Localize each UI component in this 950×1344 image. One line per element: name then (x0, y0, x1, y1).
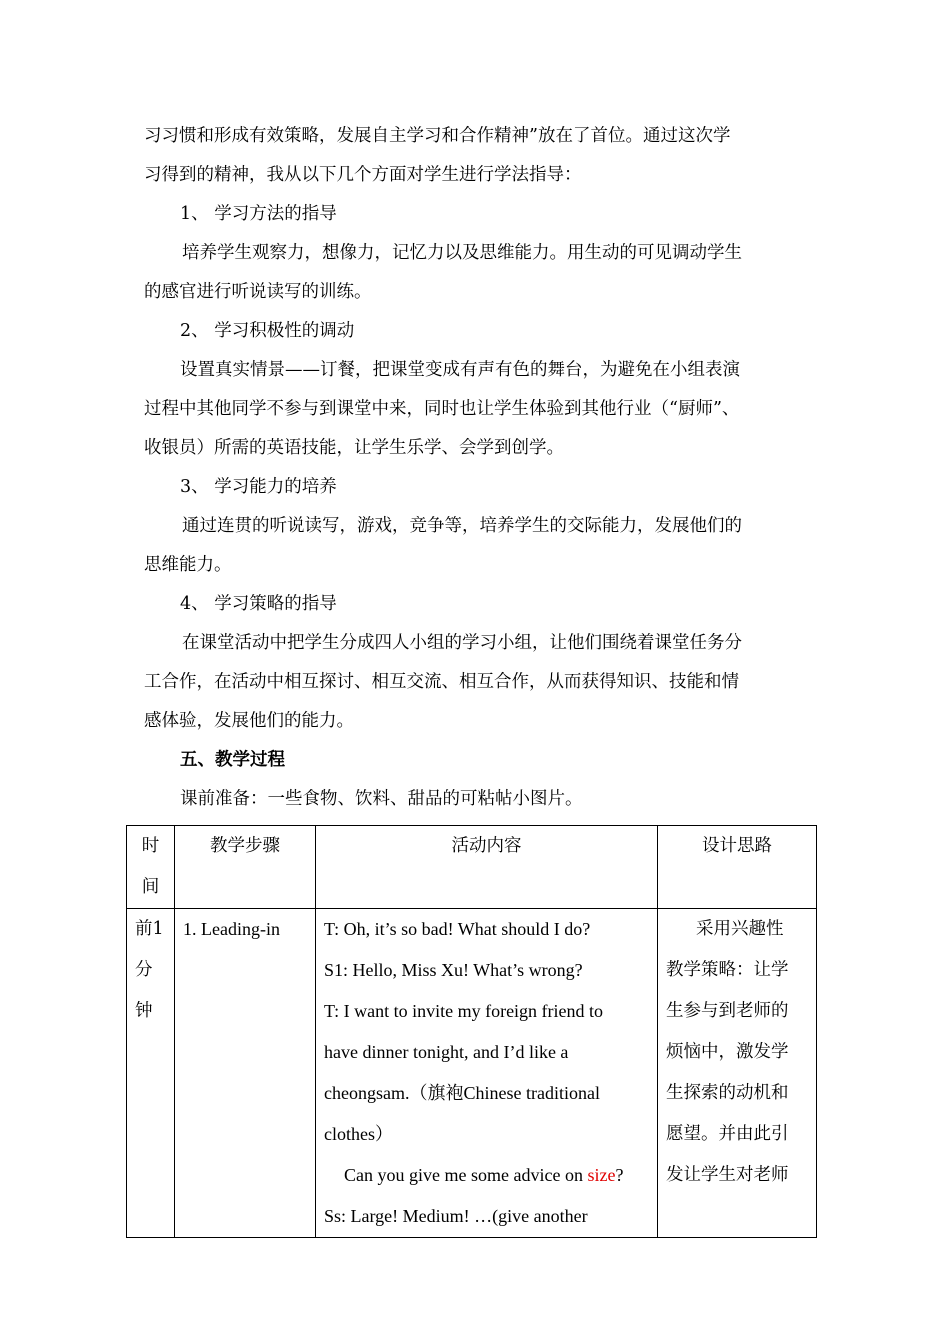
cell-design (658, 909, 817, 1238)
dialogue-line: T: I want to invite my foreign friend to (324, 1001, 604, 1021)
text-line: 设置真实情景——订餐，把课堂变成有声有色的舞台，为避免在小组表演 (180, 360, 740, 380)
design-line: 采用兴趣性 (696, 919, 784, 939)
header-time-line: 间 (141, 877, 160, 897)
step-label: 1. Leading-in (183, 919, 280, 939)
subheading-learning-method: 1、 学习方法的指导 (180, 204, 337, 224)
cell-time (127, 909, 175, 1238)
header-time-line: 时 (141, 836, 160, 856)
text-line: 的感官进行听说读写的训练。 (144, 282, 372, 302)
dialogue-text: Can you give me some advice on (344, 1165, 588, 1185)
time-line: 前1 (135, 919, 164, 939)
header-steps (175, 826, 316, 909)
design-line: 发让学生对老师 (666, 1165, 789, 1185)
text-line: 在课堂活动中把学生分成四人小组的学习小组，让他们围绕着课堂任务分 (182, 633, 742, 653)
design-line: 生参与到老师的 (666, 1001, 789, 1021)
highlight-word: size (587, 1165, 616, 1185)
text-line: 工合作，在活动中相互探讨、相互交流、相互合作，从而获得知识、技能和情 (144, 672, 739, 692)
dialogue-line: clothes） (324, 1124, 393, 1144)
subheading-motivation: 2、 学习积极性的调动 (180, 321, 355, 341)
design-line: 烦恼中，激发学 (666, 1042, 789, 1062)
header-steps-label: 教学步骤 (210, 836, 280, 856)
preparation-note: 课前准备：一些食物、饮料、甜品的可粘帖小图片。 (180, 789, 583, 809)
dialogue-line (324, 1155, 657, 1196)
text-line: 培养学生观察力，想像力，记忆力以及思维能力。用生动的可见调动学生 (182, 243, 742, 263)
header-content (316, 826, 658, 909)
design-line: 生探索的动机和 (666, 1083, 789, 1103)
dialogue-line: have dinner tonight, and I’d like a (324, 1042, 569, 1062)
text-line: 过程中其他同学不参与到课堂中来，同时也让学生体验到其他行业（“厨师”、 (144, 399, 740, 419)
cell-content (316, 909, 658, 1238)
text-line: 习习惯和形成有效策略，发展自主学习和合作精神”放在了首位。通过这次学 (144, 126, 731, 146)
subheading-strategy: 4、 学习策略的指导 (180, 594, 337, 614)
table-header-row (127, 826, 817, 909)
dialogue-line: T: Oh, it’s so bad! What should I do? (324, 919, 591, 939)
text-line: 感体验，发展他们的能力。 (144, 711, 354, 731)
header-content-label: 活动内容 (451, 836, 522, 856)
design-line: 愿望。并由此引 (666, 1124, 789, 1144)
header-design (658, 826, 817, 909)
dialogue-line: Ss: Large! Medium! …(give another (324, 1206, 588, 1226)
dialogue-text: ? (615, 1165, 624, 1185)
subheading-ability: 3、 学习能力的培养 (180, 477, 337, 497)
text-line: 习得到的精神，我从以下几个方面对学生进行学法指导： (144, 165, 582, 185)
header-design-label: 设计思路 (702, 836, 772, 856)
text-line: 收银员）所需的英语技能，让学生乐学、会学到创学。 (144, 438, 564, 458)
text-line: 思维能力。 (144, 555, 232, 575)
text-line: 通过连贯的听说读写，游戏，竞争等，培养学生的交际能力，发展他们的 (182, 516, 742, 536)
section-title: 五、教学过程 (180, 750, 285, 770)
time-line: 分 (135, 960, 153, 980)
dialogue-line: cheongsam.（旗袍Chinese traditional (324, 1083, 600, 1103)
teaching-process-table (126, 825, 817, 1238)
dialogue-line: S1: Hello, Miss Xu! What’s wrong? (324, 960, 583, 980)
header-time (127, 826, 175, 909)
design-line: 教学策略：让学 (666, 960, 789, 980)
table-row (127, 909, 817, 1238)
paragraph-intro (144, 117, 814, 819)
time-line: 钟 (135, 1001, 153, 1021)
cell-step (175, 909, 316, 1238)
